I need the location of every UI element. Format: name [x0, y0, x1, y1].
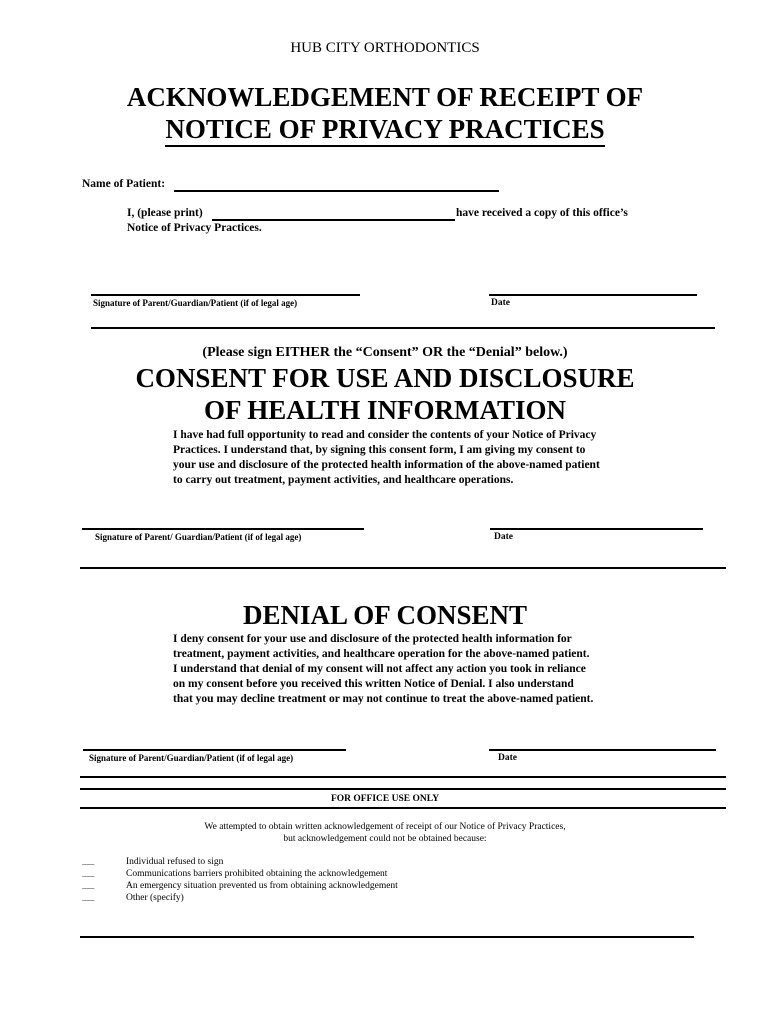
consent-date-field[interactable]	[490, 528, 703, 530]
denial-para-line: I deny consent for your use and disclosure of the protected health information for	[173, 633, 572, 645]
ack-date-field[interactable]	[489, 294, 697, 296]
denial-para-line: treatment, payment activities, and healthcare operation for the above-named patient.	[173, 648, 590, 660]
office-divider-bottom	[80, 807, 726, 809]
office-title: FOR OFFICE USE ONLY	[330, 794, 440, 804]
other-specify-field[interactable]	[80, 936, 694, 938]
option-checkbox-blank[interactable]: ____	[82, 894, 94, 902]
option-checkbox-blank[interactable]: ____	[82, 870, 94, 878]
section-divider	[80, 567, 726, 569]
office-option[interactable]	[82, 880, 398, 892]
instruction-text: (Please sign EITHER the “Consent” OR the “Denial” below.)	[202, 345, 568, 360]
ack-signature-label: Signature of Parent/Guardian/Patient (if of legal age)	[93, 298, 298, 308]
option-checkbox-blank[interactable]: ____	[82, 882, 94, 890]
consent-para-line: I have had full opportunity to read and consider the contents of your Notice of Privacy	[173, 429, 597, 441]
denial-date-field[interactable]	[489, 749, 716, 751]
consent-signature-label: Signature of Parent/ Guardian/Patient (if of legal age)	[95, 532, 302, 542]
denial-para-line: that you may decline treatment or may not continue to treat the above-named patient.	[173, 693, 594, 705]
patient-name-label: Name of Patient:	[82, 178, 166, 190]
consent-signature-field[interactable]	[82, 528, 364, 530]
ack-date-label: Date	[491, 298, 510, 308]
practice-name: HUB CITY ORTHODONTICS	[290, 40, 480, 56]
consent-title-line2: OF HEALTH INFORMATION	[203, 395, 567, 425]
option-label: Communications barriers prohibited obtaining the acknowledgement	[126, 869, 388, 879]
print-name-field[interactable]	[212, 219, 455, 221]
option-label: Other (specify)	[126, 893, 184, 903]
option-checkbox-blank[interactable]: ____	[82, 858, 94, 866]
print-prefix: I, (please print)	[127, 207, 203, 219]
option-label: Individual refused to sign	[126, 857, 224, 867]
office-intro-line1: We attempted to obtain written acknowledgement of receipt of our Notice of Privacy Practices,	[204, 822, 566, 832]
office-intro-line2: but acknowledgement could not be obtained because:	[283, 834, 487, 844]
print-suffix: have received a copy of this office’s	[456, 207, 628, 219]
denial-title: DENIAL OF CONSENT	[242, 600, 528, 630]
ack-title-line2-text: NOTICE OF PRIVACY PRACTICES	[165, 114, 604, 147]
consent-date-label: Date	[494, 532, 513, 542]
patient-name-field[interactable]	[174, 190, 499, 192]
denial-paragraph	[173, 632, 653, 707]
ack-title-line2	[0, 114, 770, 145]
office-divider-top	[80, 776, 726, 778]
office-option[interactable]	[82, 868, 398, 880]
office-options	[82, 856, 398, 904]
consent-paragraph	[173, 428, 653, 488]
consent-para-line: to carry out treatment, payment activities, and healthcare operations.	[173, 474, 514, 486]
print-line2: Notice of Privacy Practices.	[127, 222, 262, 234]
denial-signature-label: Signature of Parent/Guardian/Patient (if of legal age)	[89, 753, 294, 763]
denial-date-label: Date	[498, 753, 517, 763]
ack-signature-field[interactable]	[91, 294, 360, 296]
denial-para-line: on my consent before you received this written Notice of Denial. I also understand	[173, 678, 574, 690]
denial-para-line: I understand that denial of my consent will not affect any action you took in reliance	[173, 663, 586, 675]
office-divider-mid	[80, 788, 726, 790]
consent-para-line: Practices. I understand that, by signing this consent form, I am giving my consent to	[173, 444, 586, 456]
office-option[interactable]	[82, 856, 398, 868]
ack-title-line1: ACKNOWLEDGEMENT OF RECEIPT OF	[126, 82, 644, 112]
section-divider	[91, 327, 715, 329]
consent-title-line1: CONSENT FOR USE AND DISCLOSURE	[135, 363, 635, 393]
denial-signature-field[interactable]	[83, 749, 346, 751]
consent-para-line: your use and disclosure of the protected health information of the above-named patient	[173, 459, 600, 471]
option-label: An emergency situation prevented us from obtaining acknowledgement	[126, 881, 398, 891]
office-option[interactable]	[82, 892, 398, 904]
